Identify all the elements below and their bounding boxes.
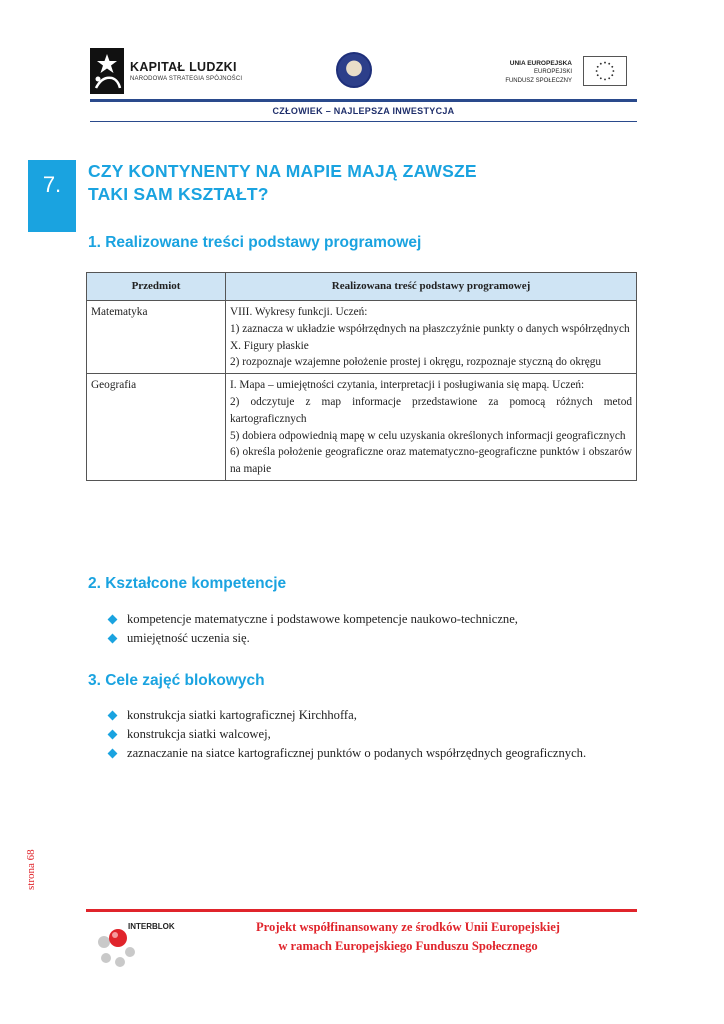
footer-line-1: Projekt współfinansowany ze środków Unii Europejskiej xyxy=(255,920,561,934)
chapter-title-line-2: TAKI SAM KSZTAŁT? xyxy=(88,184,269,204)
eu-flag-icon xyxy=(583,56,627,86)
motto-rule xyxy=(90,121,637,122)
interblok-logo-text: INTERBLOK xyxy=(128,922,175,931)
content-line: 2) odczytuje z map informacje przedstawione za pomocą różnych metod kartograficznych xyxy=(230,395,632,425)
page-number-text: strona 68 xyxy=(25,849,37,890)
content-line: I. Mapa – umiejętności czytania, interpretacji i posługiwania się mapą. Uczeń: xyxy=(230,379,585,392)
list-item: umiejętność uczenia się. xyxy=(107,629,518,648)
footer-funding-text xyxy=(208,918,608,956)
header-rule xyxy=(90,99,637,102)
section-3-heading: 3. Cele zajęć blokowych xyxy=(88,672,265,689)
eu-line-1: UNIA EUROPEJSKA xyxy=(509,60,572,67)
chapter-number: 7. xyxy=(42,172,62,197)
eu-line-2: EUROPEJSKI xyxy=(533,69,572,75)
table-cell-subject: Geografia xyxy=(87,374,226,481)
list-item: zaznaczanie na siatce kartograficznej punktów o podanych współrzędnych geograficznych. xyxy=(107,744,586,763)
content-line: 1) zaznacza w układzie współrzędnych na płaszczyźnie punkty o danych współrzędnych xyxy=(230,322,630,335)
table-header-content: Realizowana treść podstawy programowej xyxy=(226,273,637,301)
curriculum-table xyxy=(86,272,637,481)
page-number xyxy=(25,830,45,890)
table-header-row xyxy=(87,273,637,301)
chapter-title-line-1: CZY KONTYNENTY NA MAPIE MAJĄ ZAWSZE xyxy=(88,161,477,181)
content-line: VIII. Wykresy funkcji. Uczeń: xyxy=(230,306,368,318)
section-2-heading: 2. Kształcone kompetencje xyxy=(88,575,287,592)
footer-line-2: w ramach Europejskiego Funduszu Społecznego xyxy=(278,939,538,953)
table-header-subject: Przedmiot xyxy=(87,273,226,301)
eu-fund-label xyxy=(505,59,572,86)
kapital-ludzki-title: KAPITAŁ LUDZKI xyxy=(130,60,237,74)
chapter-title xyxy=(88,160,477,206)
footer-rule xyxy=(86,909,637,912)
kapital-ludzki-subtitle: NARODOWA STRATEGIA SPÓJNOŚCI xyxy=(130,76,243,82)
goals-list xyxy=(107,706,586,763)
table-row xyxy=(87,374,637,481)
competencies-list xyxy=(107,610,518,648)
table-cell-content xyxy=(226,301,637,374)
table-cell-subject: Matematyka xyxy=(87,301,226,374)
content-line: X. Figury płaskie xyxy=(230,339,309,352)
content-line: 5) dobiera odpowiednią mapę w celu uzyskania określonych informacji geograficznych xyxy=(230,429,626,442)
list-item: konstrukcja siatki walcowej, xyxy=(107,725,586,744)
kapital-ludzki-logo xyxy=(90,48,250,94)
table-row xyxy=(87,301,637,374)
section-1-heading: 1. Realizowane treści podstawy programowej xyxy=(88,234,422,251)
content-line: 2) rozpoznaje wzajemne położenie prostej i okręgu, rozpoznaje styczną do okręgu xyxy=(230,356,602,369)
header-motto: CZŁOWIEK – NAJLEPSZA INWESTYCJA xyxy=(272,106,455,116)
interblok-logo xyxy=(92,918,182,968)
portrait-emblem-icon xyxy=(336,52,372,88)
eu-line-3: FUNDUSZ SPOŁECZNY xyxy=(505,78,572,84)
kapital-ludzki-mark-icon xyxy=(90,48,124,94)
list-item: konstrukcja siatki kartograficznej Kirchhoffa, xyxy=(107,706,586,725)
table-cell-content xyxy=(226,374,637,481)
list-item: kompetencje matematyczne i podstawowe kompetencje naukowo-techniczne, xyxy=(107,610,518,629)
content-line: 6) określa położenie geograficzne oraz matematyczno-geograficzne punktów i obszarów na mapie xyxy=(230,446,632,476)
